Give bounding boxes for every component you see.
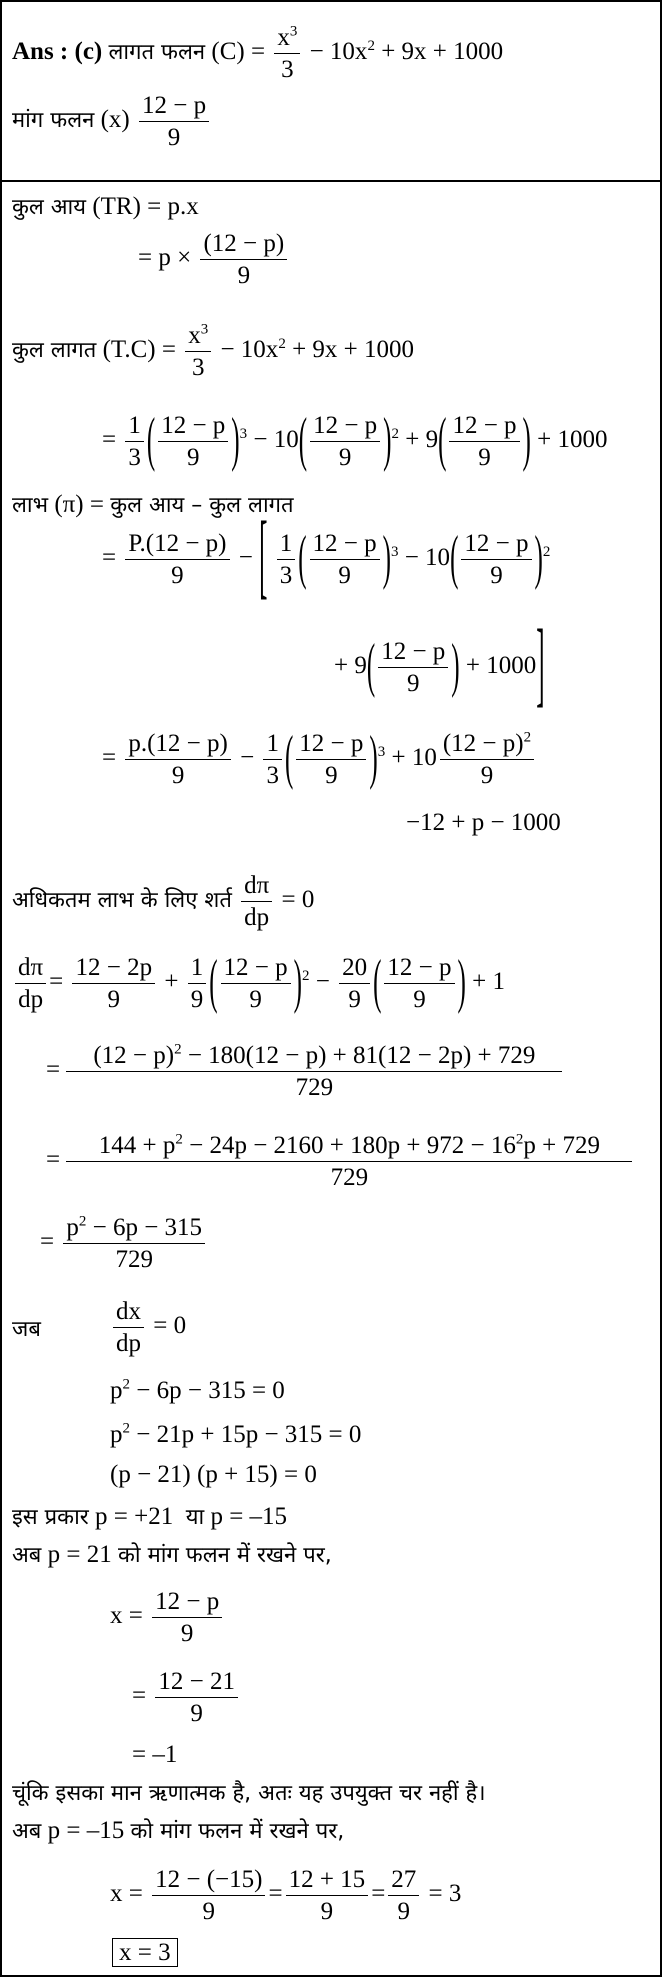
x-substituted: = $\frac{12 - 21}{9}$ <box>132 1668 241 1727</box>
profit-expansion-1: = $\frac{P.(12 - p)}{9}$ − [ $\frac{1}{3}$ ( $\frac{12 - p}{9}$ )$^3$ − 10( $\frac{12 - p}{9}$ )$^2$ <box>102 506 551 609</box>
when-label: जब <box>12 1317 41 1342</box>
max-profit-condition: अधिकतम लाभ के लिए शर्त $\frac{d\pi}{dp}$ = 0 <box>12 872 315 931</box>
total-revenue-label: कुल आय <box>12 195 87 220</box>
substitute-neg15-line: अब p = –15 को मांग फलन में रखने पर, <box>12 1817 345 1844</box>
answer-label: Ans : (c) <box>12 38 103 66</box>
negative-note: चूंकि इसका मान ऋणात्मक है, अतः यह उपयुक्त चर नहीं है। <box>12 1781 486 1806</box>
x-cubed-over-3: $\frac{x^3}{3}$ <box>274 24 300 83</box>
profit-expansion-3: = $\frac{p.(12 - p)}{9}$ − $\frac{1}{3}$ ( $\frac{12 - p}{9}$ )$^3$ + 10 $\frac{(12 - p)^2}{9}$ <box>102 730 537 789</box>
total-cost-expansion: = $\frac{1}{3}$ ( $\frac{12 - p}{9}$ )$^3$ − 10( $\frac{12 - p}{9}$ )$^2$ + 9( $\frac{12 - p}{9}$ ) + 1000 <box>102 407 608 473</box>
demand-function-label: मांग फलन <box>12 108 95 134</box>
profit-definition: कुल आय – कुल लागत <box>110 493 294 518</box>
profit-line <box>12 490 294 521</box>
cost-function-label: लागत फलन <box>108 40 206 66</box>
profit-expansion-4: −12 + p − 1000 <box>406 809 561 836</box>
final-answer: x = 3 <box>112 1938 178 1968</box>
derivative-line-2: = $\frac{(12 - p)^2 - 180(12 - p) + 81(12 - 2p) + 729}{729}$ <box>46 1042 562 1101</box>
demand-fraction: $\frac{12 - p}{9}$ <box>139 92 209 151</box>
total-revenue-expansion: = p × $\frac{(12 - p)}{9}$ <box>138 230 290 289</box>
quadratic-eq-1: $p^2 - 6p - 315 = 0$ <box>110 1376 285 1404</box>
x-negative-result: = –1 <box>132 1741 178 1768</box>
profit-expansion-2: + 9( $\frac{12 - p}{9}$ ) + 1000] <box>334 614 545 717</box>
derivative-line-3: = $\frac{144 + p^2 - 24p - 2160 + 180p + 972 - 16^2p + 729}{729}$ <box>46 1132 632 1191</box>
derivative-line-4: = $\frac{p^2 - 6p - 315}{729}$ <box>40 1214 208 1273</box>
demand-function-line <box>12 92 212 151</box>
answer-line-cost-function: Ans : (c) लागत फलन (C) = $\frac{x^3}{3}$ − $10x^2 + 9x + 1000$ <box>12 23 504 83</box>
derivative-line-1: $\frac{d\pi}{dp}$ = $\frac{12 - 2p}{9}$ + $\frac{1}{9}$ ( $\frac{12 - p}{9}$ )$^2$ − $\frac{20}{9}$ ( $\frac{12 - p}{9}$ ) + 1 <box>12 954 505 1013</box>
cost-function-lhs: (C) = <box>211 38 266 66</box>
profit-symbol: (π) = <box>54 491 104 518</box>
x-final-computation: x = $\frac{12 - (-15)}{9}$ = $\frac{12 + 15}{9}$ = $\frac{27}{9}$ = 3 <box>110 1866 462 1925</box>
factored-eq: (p − 21) (p + 15) = 0 <box>110 1461 317 1488</box>
total-revenue-line <box>12 192 199 223</box>
total-revenue-symbol: (TR) = p.x <box>92 193 199 220</box>
total-cost-label: कुल लागत <box>12 338 97 364</box>
max-profit-label: अधिकतम लाभ के लिए शर्त <box>12 888 232 914</box>
roots-line: इस प्रकार p = +21 या p = –15 <box>12 1503 288 1530</box>
dx-dp-zero: $\frac{dx}{dp}$ = 0 <box>110 1298 186 1357</box>
header-divider <box>2 180 660 182</box>
demand-function-lhs: (x) <box>100 106 130 134</box>
substitute-21-line: अब p = 21 को मांग फलन में रखने पर, <box>12 1541 332 1568</box>
profit-label: लाभ <box>12 493 49 518</box>
total-cost-line: कुल लागत (T.C) = $\frac{x^3}{3}$ − $10x^2 + 9x + 1000$ <box>12 321 415 381</box>
x-formula: x = $\frac{12 - p}{9}$ <box>110 1588 225 1647</box>
quadratic-eq-2: $p^2 - 21p + 15p - 315 = 0$ <box>110 1420 362 1448</box>
total-cost-symbol: (T.C) = <box>102 336 176 364</box>
